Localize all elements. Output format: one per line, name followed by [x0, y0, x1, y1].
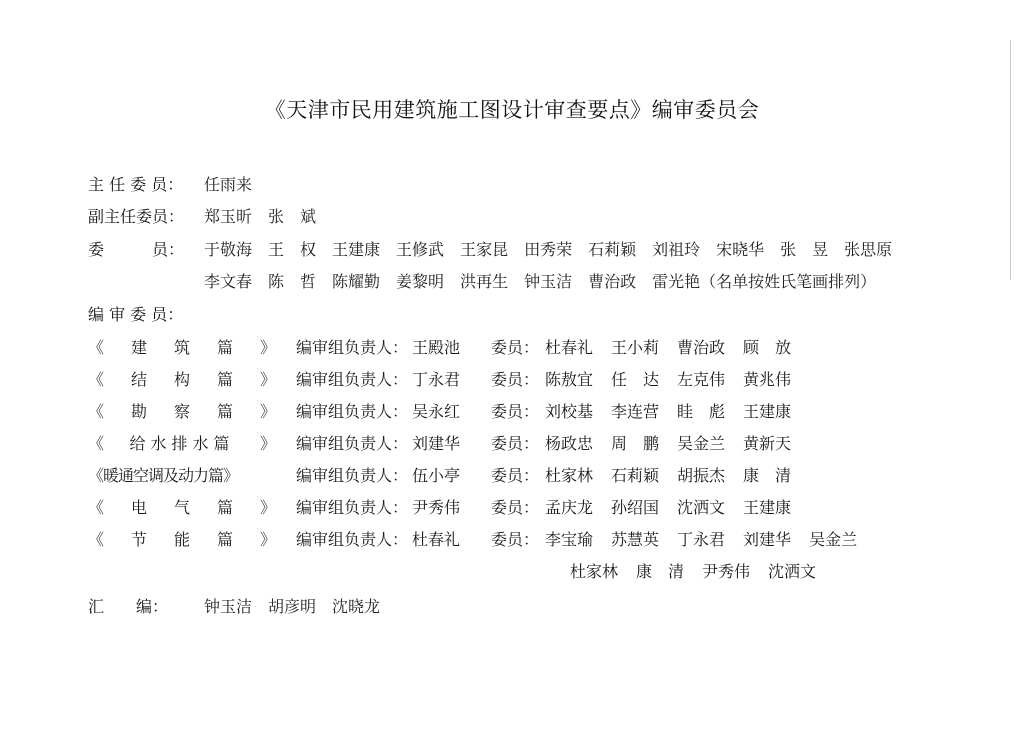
section-name	[88, 527, 276, 550]
compiler-label: 汇 编：	[88, 597, 169, 616]
section-members	[545, 431, 809, 454]
committee-member: 王 权	[268, 240, 317, 259]
committee-member: 陈耀勤	[332, 272, 381, 291]
section-row-electrical	[88, 495, 968, 521]
section-members	[545, 399, 809, 422]
section-row-hvac	[88, 463, 968, 489]
committee-member: 陈 哲	[268, 272, 317, 291]
committee-member: 钟玉洁	[524, 272, 573, 291]
committee-member: 洪再生	[460, 272, 509, 291]
committee-member: 李文春	[204, 272, 253, 291]
section-name-part: 节	[130, 530, 147, 549]
section-members	[570, 559, 834, 582]
section-name-part: 察	[173, 402, 190, 421]
head-label: 编审组负责人：	[296, 466, 409, 485]
section-name	[88, 495, 276, 518]
section-name	[88, 399, 276, 422]
head-label: 编审组负责人：	[296, 530, 409, 549]
section-member: 杜春礼	[545, 338, 594, 357]
head-name: 伍小亭	[412, 466, 461, 485]
section-name-part: 篇	[216, 498, 233, 517]
committee-member: 张 昱	[780, 240, 829, 259]
section-member: 沈洒文	[677, 498, 726, 517]
section-member: 任 达	[611, 370, 660, 389]
section-name-part: 《暖通空调及动力篇》	[88, 466, 239, 485]
committee-label: 委 员：	[88, 240, 185, 259]
head-label: 编审组负责人：	[296, 434, 409, 453]
committee-member: 石莉颖	[588, 240, 637, 259]
section-name-part: 《	[88, 434, 105, 453]
member-label: 委员：	[491, 370, 540, 389]
section-head	[296, 463, 491, 486]
section-name-part: 篇	[216, 530, 233, 549]
section-member: 陈敖宜	[545, 370, 594, 389]
head-name: 刘建华	[412, 434, 461, 453]
section-member: 沈洒文	[768, 562, 817, 581]
director-name: 任雨来	[204, 175, 253, 194]
section-name-part: 》	[259, 402, 276, 421]
section-head	[296, 399, 491, 422]
editorial-label: 编 审 委 员：	[88, 305, 184, 324]
committee-member: 雷光艳（名单按姓氏笔画排列）	[652, 272, 877, 291]
section-member: 石莉颖	[611, 466, 660, 485]
section-head	[296, 431, 491, 454]
section-head	[296, 495, 491, 518]
section-member: 左克伟	[677, 370, 726, 389]
section-members	[545, 495, 809, 518]
deputy-names	[204, 204, 332, 227]
section-row-architecture	[88, 335, 968, 361]
section-extra-members	[570, 559, 834, 582]
section-member: 苏慧英	[611, 530, 660, 549]
section-member: 杜家林	[570, 562, 619, 581]
director-label: 主 任 委 员：	[88, 175, 184, 194]
committee-member: 张思原	[844, 240, 893, 259]
head-label: 编审组负责人：	[296, 402, 409, 421]
head-name: 丁永君	[412, 370, 461, 389]
committee-names-line2	[204, 269, 892, 292]
section-member: 周 鹏	[611, 434, 660, 453]
section-member: 黄新天	[743, 434, 792, 453]
section-name-part: 》	[259, 530, 276, 549]
section-member: 杨政忠	[545, 434, 594, 453]
committee-row	[88, 237, 892, 260]
section-name-part: 构	[173, 370, 190, 389]
committee-member: 曹治政	[588, 272, 637, 291]
section-row-energy	[88, 527, 968, 553]
section-name	[88, 431, 276, 454]
head-label: 编审组负责人：	[296, 498, 409, 517]
section-name-part: 电	[130, 498, 147, 517]
deputy-name: 张 斌	[268, 207, 317, 226]
committee-member: 王家昆	[460, 240, 509, 259]
committee-member: 王建康	[332, 240, 381, 259]
committee-member: 田秀荣	[524, 240, 573, 259]
editorial-row	[88, 302, 183, 325]
section-members	[545, 463, 809, 486]
head-name: 尹秀伟	[412, 498, 461, 517]
section-row-plumbing	[88, 431, 968, 457]
member-label: 委员：	[491, 402, 540, 421]
committee-member: 王修武	[396, 240, 445, 259]
committee-member: 宋晓华	[716, 240, 765, 259]
member-label: 委员：	[491, 530, 540, 549]
director-row	[88, 172, 252, 195]
section-row-structure	[88, 367, 968, 393]
section-member: 王小莉	[611, 338, 660, 357]
member-label: 委员：	[491, 434, 540, 453]
section-member: 丁永君	[677, 530, 726, 549]
section-name	[88, 335, 276, 358]
compiler-name: 沈晓龙	[332, 597, 381, 616]
section-member: 孙绍国	[611, 498, 660, 517]
page-title: 《天津市民用建筑施工图设计审查要点》编审委员会	[264, 98, 760, 122]
deputy-row	[88, 204, 332, 227]
section-members	[545, 527, 875, 550]
section-name-part: 》	[259, 338, 276, 357]
section-name-part: 篇	[216, 370, 233, 389]
compiler-name: 胡彦明	[268, 597, 317, 616]
section-name-part: 》	[259, 434, 276, 453]
section-member: 胡振杰	[677, 466, 726, 485]
section-head	[296, 367, 491, 390]
section-row-survey	[88, 399, 968, 425]
section-name-part: 篇	[216, 338, 233, 357]
committee-row-2	[204, 269, 892, 292]
section-member: 曹治政	[677, 338, 726, 357]
section-member: 孟庆龙	[545, 498, 594, 517]
section-name	[88, 367, 276, 390]
committee-member: 于敬海	[204, 240, 253, 259]
committee-names-line1	[204, 237, 892, 260]
section-member: 尹秀伟	[702, 562, 751, 581]
section-name-part: 勘	[130, 402, 147, 421]
deputy-label: 副主任委员：	[88, 207, 185, 226]
section-members	[545, 335, 809, 358]
section-name-part: 》	[259, 370, 276, 389]
section-member: 杜家林	[545, 466, 594, 485]
section-name-part: 结	[130, 370, 147, 389]
member-label: 委员：	[491, 498, 540, 517]
section-member: 王建康	[743, 498, 792, 517]
section-name-part: 篇	[216, 402, 233, 421]
compiler-names	[204, 594, 396, 617]
section-member: 吴金兰	[809, 530, 858, 549]
section-name-part: 《	[88, 530, 105, 549]
section-name-part: 给水排水篇	[129, 434, 235, 453]
section-member: 刘建华	[743, 530, 792, 549]
section-member: 王建康	[743, 402, 792, 421]
section-member: 康 清	[743, 466, 792, 485]
section-name-part: 筑	[173, 338, 190, 357]
head-label: 编审组负责人：	[296, 370, 409, 389]
section-members	[545, 367, 809, 390]
page-edge-line	[1010, 40, 1011, 280]
section-name-part: 》	[259, 498, 276, 517]
head-name: 吴永红	[412, 402, 461, 421]
section-name	[88, 463, 276, 486]
section-head	[296, 335, 491, 358]
compiler-row	[88, 594, 396, 617]
head-name: 杜春礼	[412, 530, 461, 549]
head-name: 王殿池	[412, 338, 461, 357]
section-name-part: 《	[88, 338, 105, 357]
committee-member: 刘祖玲	[652, 240, 701, 259]
section-name-part: 能	[173, 530, 190, 549]
section-name-part: 《	[88, 498, 105, 517]
compiler-name: 钟玉洁	[204, 597, 253, 616]
section-member: 李宝瑜	[545, 530, 594, 549]
section-member: 刘校基	[545, 402, 594, 421]
section-name-part: 建	[130, 338, 147, 357]
section-member: 李连营	[611, 402, 660, 421]
head-label: 编审组负责人：	[296, 338, 409, 357]
section-member: 顾 放	[743, 338, 792, 357]
section-head	[296, 527, 491, 550]
section-member: 康 清	[636, 562, 685, 581]
member-label: 委员：	[491, 338, 540, 357]
member-label: 委员：	[491, 466, 540, 485]
section-name-part: 《	[88, 370, 105, 389]
section-member: 吴金兰	[677, 434, 726, 453]
section-member: 黄兆伟	[743, 370, 792, 389]
section-name-part: 《	[88, 402, 105, 421]
section-name-part: 气	[173, 498, 190, 517]
section-member: 眭 彪	[677, 402, 726, 421]
committee-member: 姜黎明	[396, 272, 445, 291]
deputy-name: 郑玉昕	[204, 207, 253, 226]
